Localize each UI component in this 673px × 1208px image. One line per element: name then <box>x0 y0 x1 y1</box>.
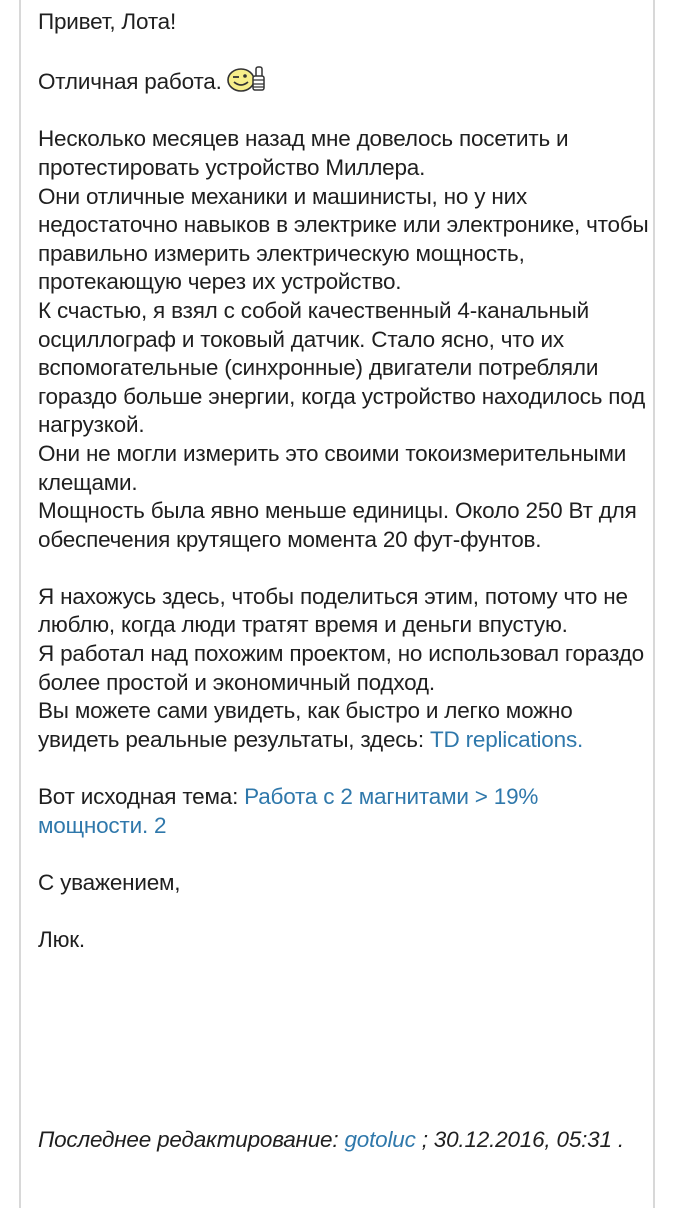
praise-text: Отличная работа. <box>38 69 222 95</box>
paragraph1-line1: Несколько месяцев назад мне довелось посетить и протестировать устройство Миллера. <box>38 126 569 180</box>
paragraph2-line3 <box>38 697 650 754</box>
editor-user-link[interactable]: gotoluc <box>344 1127 416 1152</box>
forum-post <box>19 0 655 1208</box>
edit-separator: ; <box>415 1127 434 1152</box>
edit-label: Последнее редактирование: <box>38 1127 345 1152</box>
td-replications-link[interactable]: TD replications. <box>429 726 584 752</box>
greeting: Привет, Лота! <box>38 9 177 34</box>
paragraph1-line5: Мощность была явно меньше единицы. Около 250 Вт для обеспечения крутящего момента 20 фут-фунтов. <box>38 498 637 552</box>
source-thread-line <box>38 783 650 840</box>
paragraph2-line2: Я работал над похожим проектом, но использовал гораздо более простой и экономичный подход. <box>38 641 644 695</box>
paragraph2-line1: Я нахожусь здесь, чтобы поделиться этим, потому что не люблю, когда люди тратят время и деньги впустую. <box>38 583 628 638</box>
signature: Люк. <box>38 927 85 952</box>
praise-line <box>38 65 650 97</box>
post-body <box>38 8 650 955</box>
edit-note <box>38 1125 650 1154</box>
paragraph1-line2: Они отличные механики и машинисты, но у них недостаточно навыков в электрике или электронике, чтобы правильно измерить электрическую мощность, протекающую через их устройство. <box>38 183 649 295</box>
paragraph1-line4: Они не могли измерить это своими токоизмерительными клещами. <box>38 440 627 495</box>
source-thread-link[interactable]: Работа с 2 магнитами > 19% мощности. 2 <box>38 784 539 838</box>
smiley-thumbs-up-icon <box>226 65 268 93</box>
closing: С уважением, <box>38 869 181 895</box>
paragraph1-line3: К счастью, я взял с собой качественный 4-канальный осциллограф и токовый датчик. Стало ясно, что их вспомогательные (синхронные) двигатели потребляли гораздо больше энергии, когда устройство находилось под нагрузкой. <box>38 297 646 438</box>
edit-datetime: 30.12.2016, 05:31 . <box>433 1127 624 1152</box>
results-text: Вы можете сами увидеть, как быстро и легко можно увидеть реальные результаты, здесь: <box>38 698 573 752</box>
source-label: Вот исходная тема: <box>38 784 245 810</box>
